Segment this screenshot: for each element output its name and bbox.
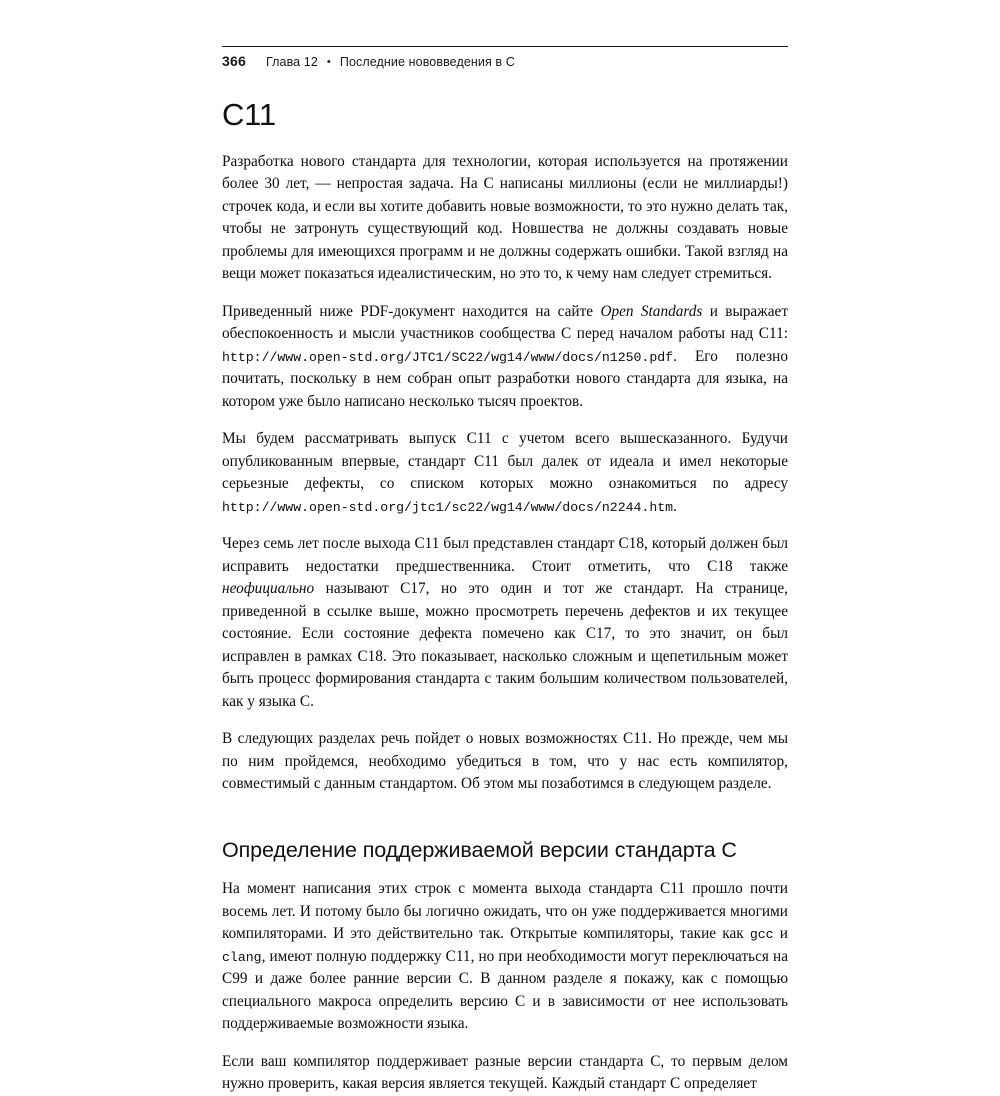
paragraph-4-part-a: Через семь лет после выхода C11 был представлен стандарт C18, который должен был исправить недостатки предшественника. Стоит отметить, что C18 также bbox=[222, 535, 788, 575]
paragraph-7: Если ваш компилятор поддерживает разные версии стандарта C, то первым делом нужно проверить, какая версия является текущей. Каждый стандарт C определяет bbox=[222, 1052, 788, 1093]
paragraph-4-part-b: называют C17, но это один и тот же стандарт. На странице, приведенной в ссылке выше, можно просмотреть перечень дефектов и их текущее состояние. Если состояние дефекта помечено как C17, то это значит, он был исправлен в рамках C18. Это показывает, насколько сложным и щепетильным может быть процесс формирования стандарта с таким большим количеством пользователей, как у языка C. bbox=[222, 580, 788, 710]
paragraph-3 bbox=[222, 428, 788, 518]
page-content bbox=[222, 46, 788, 1096]
chapter-label: Глава 12 bbox=[265, 55, 318, 69]
paragraph-6-part-c: , имеют полную поддержку C11, но при необходимости могут переключаться на C99 и даже более ранние версии C. В данном разделе я покажу, как с помощью специального макроса определить версию C и в зависимости от нее использовать поддерживаемые возможности языка. bbox=[222, 947, 788, 1033]
paragraph-2-part-a: Приведенный ниже PDF-документ находится на сайте bbox=[222, 302, 601, 320]
paragraph-4 bbox=[222, 533, 788, 713]
section-heading: Определение поддерживаемой версии стандарта C bbox=[222, 837, 737, 862]
n2244-htm-link[interactable]: http://www.open-std.org/jtc1/sc22/wg14/www/docs/n2244.htm bbox=[222, 499, 674, 515]
page-title: C11 bbox=[222, 97, 276, 132]
open-standards-emphasis: Open Standards bbox=[600, 302, 703, 320]
gcc-code: gcc bbox=[749, 927, 774, 943]
paragraph-3-part-a: Мы будем рассматривать выпуск C11 с учетом всего вышесказанного. Будучи опубликованным впервые, стандарт C11 был далек от идеала и имел некоторые серьезные дефекты, со списком которых можно ознакомиться по адресу bbox=[222, 430, 788, 493]
running-header bbox=[222, 53, 788, 69]
paragraph-1: Разработка нового стандарта для технологии, которая используется на протяжении более 30 лет, — непростая задача. На C написаны миллионы (если не миллиарды!) строчек кода, и если вы хотите добавить новые возможности, то это нужно делать так, чтобы не затронуть существующий код. Новшества не должны создавать новые проблемы для имеющихся программ и не должны содержать ошибки. Такой взгляд на вещи может показаться идеалистическим, но это то, к чему нам следует стремиться. bbox=[222, 153, 788, 283]
paragraph-6 bbox=[222, 878, 788, 1035]
header-divider bbox=[222, 46, 788, 47]
running-title: Последние нововведения в C bbox=[339, 55, 515, 69]
paragraph-2 bbox=[222, 301, 788, 413]
n1250-pdf-link[interactable]: http://www.open-std.org/JTC1/SC22/wg14/www/docs/n1250.pdf bbox=[222, 349, 674, 365]
paragraph-2-part-c: . Его полезно почитать, поскольку в нем собран опыт разработки нового стандарта для языка, на котором уже было написано несколько тысяч проектов. bbox=[222, 347, 788, 410]
paragraph-6-part-b: и bbox=[773, 925, 788, 943]
unofficially-emphasis: неофициально bbox=[222, 580, 315, 598]
bullet-separator: • bbox=[326, 56, 331, 68]
paragraph-5: В следующих разделах речь пойдет о новых возможностях C11. Но прежде, чем мы по ним пройдемся, необходимо убедиться в том, что у нас есть компилятор, совместимый с данным стандартом. Об этом мы позаботимся в следующем разделе. bbox=[222, 730, 788, 793]
page-number: 366 bbox=[222, 53, 246, 69]
paragraph-2-part-b: и выражает обеспокоенность и мысли участников сообщества C перед началом работы над C11: bbox=[222, 302, 789, 343]
paragraph-6-part-a: На момент написания этих строк с момента выхода стандарта C11 прошло почти восемь лет. И потому было бы логично ожидать, что он уже поддерживается многими компиляторами. И это действительно так. Открытые компиляторы, такие как bbox=[222, 880, 788, 943]
clang-code: clang bbox=[222, 949, 262, 965]
paragraph-3-part-b: . bbox=[673, 497, 677, 515]
